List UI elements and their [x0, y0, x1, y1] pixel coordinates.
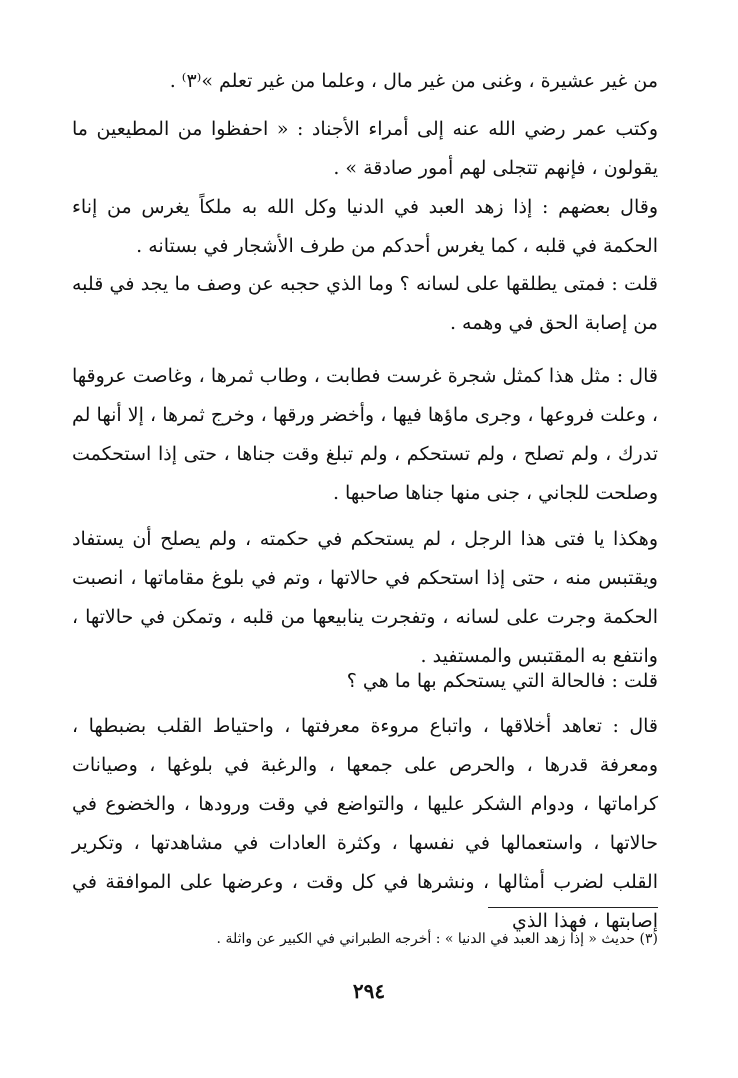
paragraph-young-man: وهكذا يا فتى هذا الرجل ، لم يستحكم في حكمته ، ولم يصلح أن يستفاد ويقتبس منه ، حتى إذا استحكم في حالاتها ، وتم في بلوغ مقاماتها ، انصبت الحكمة وجرت على لسانه ، وتفجرت ينابيعها من قلبه ، وتمكن في حالاتها ، وانتفع به المقتبس والمستفيد .	[72, 528, 658, 667]
paragraph-umar-letter: وكتب عمر رضي الله عنه إلى أمراء الأجناد : « احفظوا من المطيعين ما يقولون ، فإنهم تتجلى لهم أمور صادقة » .	[72, 118, 658, 179]
paragraph-answer-state: قال : تعاهد أخلاقها ، واتباع مروءة معرفتها ، واحتياط القلب بضبطها ، ومعرفة قدرها ، والحرص على جمعها ، والرغبة في بلوغها ، وصيانات كراماتها ، ودوام الشكر عليها ، والتواضع في وقت ورودها ، والخضوع في حالاتها ، واستعمالها في نفسها ، وكثرة العادات في مشاهدتها ، وتكرير القلب لضرب أمثالها ، ونشرها في كل وقت ، وعرضها على الموافقة في إصابتها ، فهذا الذي	[72, 715, 658, 932]
paragraph-tree-parable: قال : مثل هذا كمثل شجرة غرست فطابت ، وطاب ثمرها ، وغاصت عروقها ، وعلت فروعها ، وجرى ماؤها فيها ، وأخضر ورقها ، وخرج ثمرها ، إلا أنها لم تدرك ، ولم تصلح ، ولم تستحكم ، ولم تبلغ وقت جناها ، حتى إذا استحكمت وصلحت للجاني ، جنى منها جناها صاحبها .	[72, 365, 658, 504]
paragraph-question-state: قلت : فالحالة التي يستحكم بها ما هي ؟	[346, 670, 658, 692]
page-number: ٢٩٤	[352, 979, 386, 1003]
paragraph-zuhd: وقال بعضهم : إذا زهد العبد في الدنيا وكل الله به ملكاً يغرس من إناء الحكمة في قلبه ، كما يغرس أحدكم من طرف الأشجار في بستانه .	[72, 196, 658, 257]
footnote: (٣) حديث « إذا زهد العبد في الدنيا » : أخرجه الطبراني في الكبير عن واثلة .	[216, 931, 658, 947]
footnote-divider	[488, 907, 658, 908]
paragraph-continuation: من غير عشيرة ، وغنى من غير مال ، وعلما من غير تعلم »⁽٣⁾ .	[169, 70, 658, 92]
paragraph-question-tongue: قلت : فمتى يطلقها على لسانه ؟ وما الذي حجبه عن وصف ما يجد في قلبه من إصابة الحق في وهمه .	[72, 273, 658, 334]
